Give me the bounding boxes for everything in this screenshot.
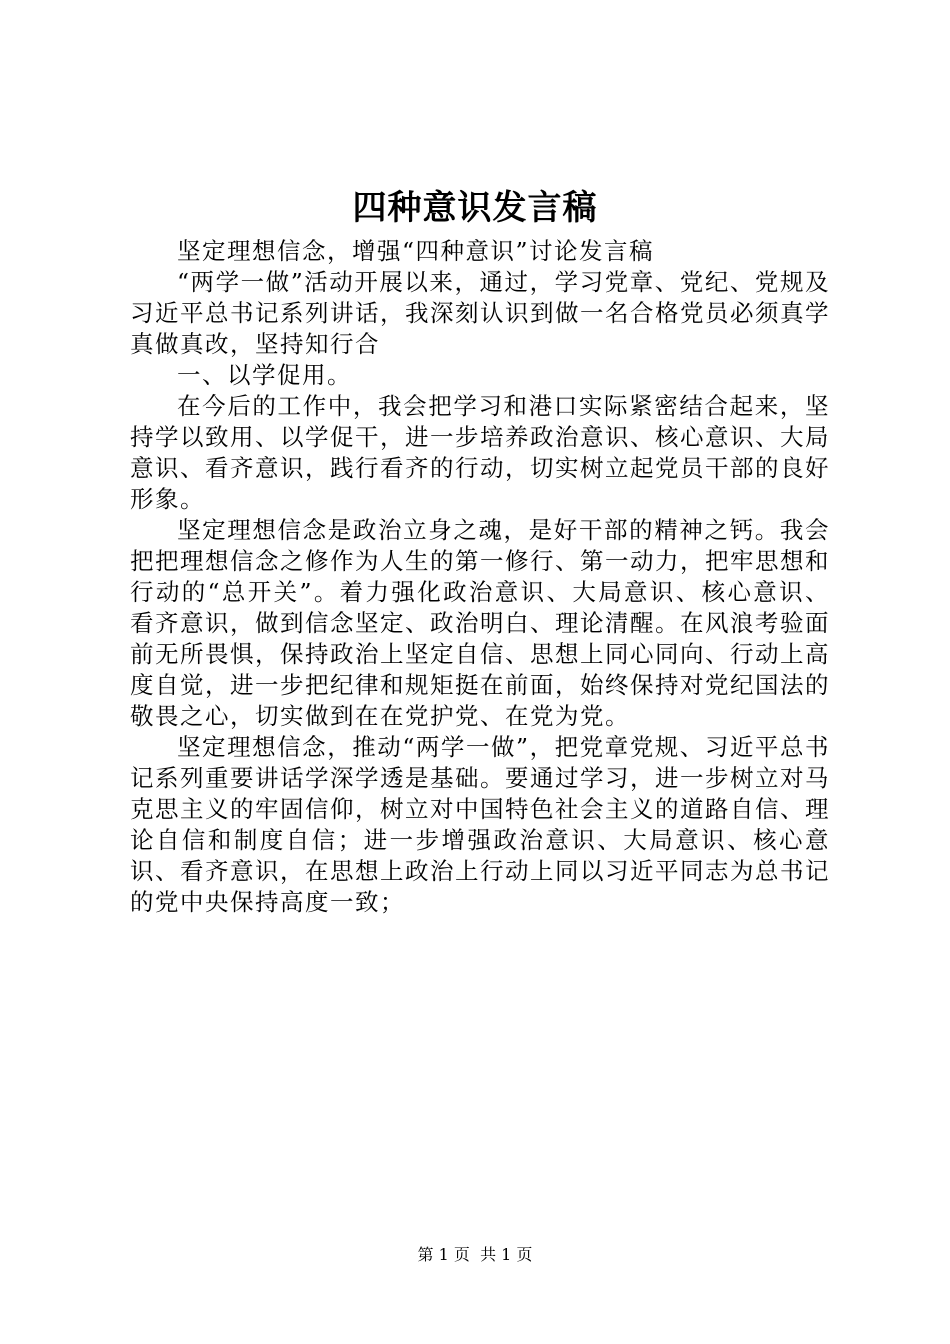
page-number: 第 1 页 共 1 页 bbox=[417, 1245, 533, 1264]
paragraph-section-heading: 一、以学促用。 bbox=[177, 361, 352, 389]
document-title: 四种意识发言稿 bbox=[352, 188, 598, 228]
paragraph-work-plan: 在今后的工作中，我会把学习和港口实际紧密结合起来，坚持学以致用、以学促干，进一步培养政治意识、核心意识、大局意识、看齐意识，践行看齐的行动，切实树立起党员干部的良好形象。 bbox=[130, 392, 830, 513]
page-footer bbox=[0, 1244, 950, 1266]
paragraph-intro: “两学一做”活动开展以来，通过，学习党章、党纪、党规及习近平总书记系列讲话，我深刻认识到做一名合格党员必须真学真做真改，坚持知行合 bbox=[130, 268, 830, 358]
document-body bbox=[130, 236, 830, 918]
paragraph-study: 坚定理想信念，推动“两学一做”，把党章党规、习近平总书记系列重要讲话学深学透是基础。要通过学习，进一步树立对马克思主义的牢固信仰，树立对中国特色社会主义的道路自信、理论自信和制度自信；进一步增强政治意识、大局意识、核心意识、看齐意识，在思想上政治上行动上同以习近平同志为总书记的党中央保持高度一致； bbox=[130, 733, 830, 916]
paragraph-subtitle: 坚定理想信念，增强“四种意识”讨论发言稿 bbox=[177, 237, 655, 265]
paragraph-ideals: 坚定理想信念是政治立身之魂，是好干部的精神之钙。我会把把理想信念之修作为人生的第一修行、第一动力，把牢思想和行动的“总开关”。着力强化政治意识、大局意识、核心意识、看齐意识，做到信念坚定、政治明白、理论清醒。在风浪考验面前无所畏惧，保持政治上坚定自信、思想上同心同向、行动上高度自觉，进一步把纪律和规矩挺在前面，始终保持对党纪国法的敬畏之心，切实做到在在党护党、在党为党。 bbox=[130, 516, 830, 730]
